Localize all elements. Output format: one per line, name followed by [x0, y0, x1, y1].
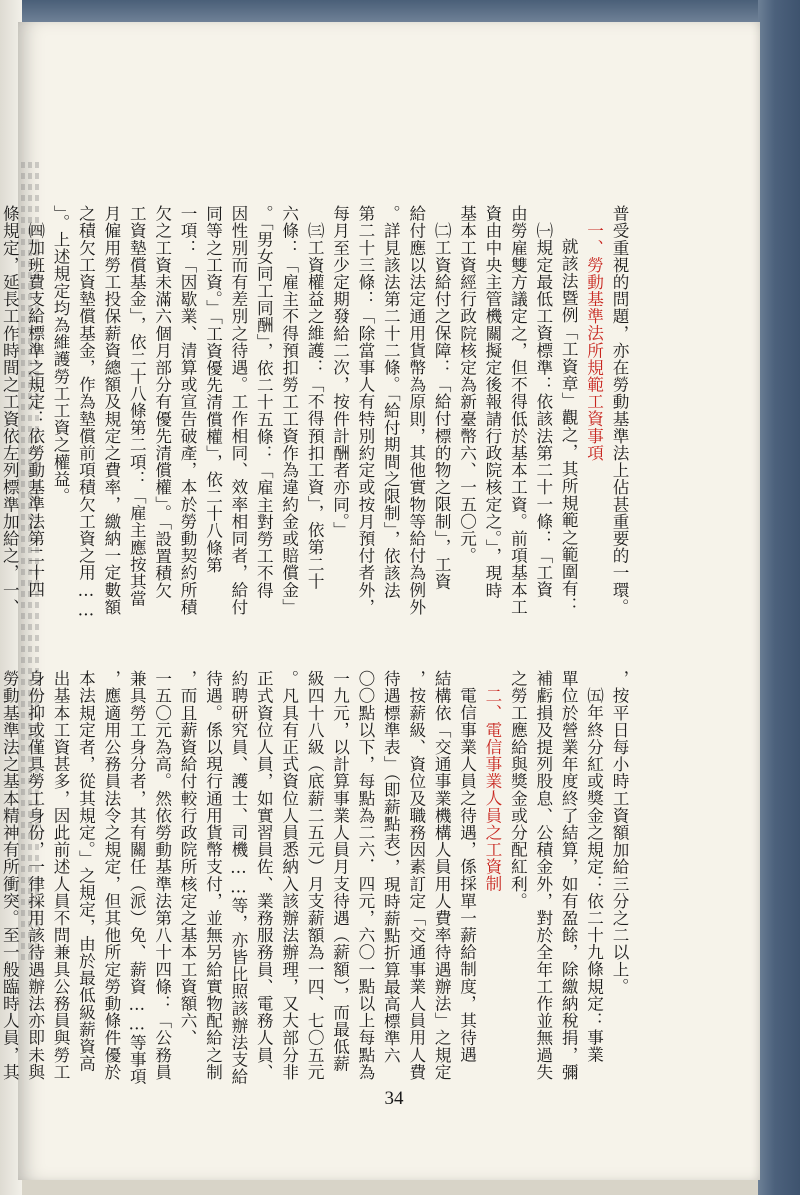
text-line: 」。上述規定均為維護勞工工資之權益。 — [51, 205, 71, 505]
lower-text-block — [0, 670, 632, 1086]
text-line: 一九元，以計算事業人員月支待遇（薪額），而最低薪 — [330, 670, 350, 1073]
text-line: 。凡具有正式資位人員悉納入該辦法辦理，又大部分非 — [279, 670, 299, 1081]
text-line: ㈤年終分紅或獎金之規定：依二十九條規定：事業 — [584, 686, 604, 1063]
text-line: 之積欠工資墊償基金，作為墊償前項積欠工資之用…… — [76, 205, 96, 621]
text-line: 工資墊償基金」，依二十八條第二項：「雇主應按其當 — [127, 205, 147, 608]
text-line: ㈡工資給付之保障：「給付標的物之限制」，工資 — [432, 221, 452, 590]
text-line: ，按平日每小時工資額加給三分之二以上。 — [610, 670, 629, 995]
text-line: 結構依「交通事業機構人員用人費率待遇辦法」之規定 — [432, 670, 452, 1081]
text-line: 基本工資經行政院核定為新臺幣六、一五〇元。 — [457, 205, 477, 565]
text-line: 每月至少定期發給二次，按件計酬者亦同。」 — [330, 205, 350, 539]
text-line: 約聘研究員、護士、司機……等，亦皆比照該辦法支給 — [228, 670, 248, 1086]
text-line: 就該法暨例「工資章」觀之，其所規範之範圍有： — [559, 238, 579, 615]
text-line: 出基本工資甚多，因此前述人員不問兼具公務員與勞工 — [51, 670, 71, 1081]
text-line: 待遇標準表」（即薪點表），現時薪點折算最高標準六 — [381, 670, 401, 1064]
text-line: 級四十八級（底薪二五元）月支薪額為一四、七〇五元 — [305, 670, 325, 1081]
text-line: 。「男女同工同酬」，依二十五條：「雇主對勞工不得 — [254, 205, 274, 599]
text-line: 六條：「雇主不得預扣勞工工資作為違約金或賠償金」 — [279, 205, 299, 616]
book-cover-right — [758, 0, 800, 1195]
text-line: ，應適用公務員法令之規定，但其他所定勞動條件優於 — [101, 670, 121, 1081]
text-line: ㈣加班費支給標準之規定：依勞動基準法第二十四 — [25, 221, 45, 598]
text-line: 兼具勞工身分者，其有關任（派）免、薪資……等事項 — [127, 670, 147, 1086]
text-line: 補虧損及提列股息、公積金外，對於全年工作並無過失 — [533, 670, 553, 1081]
page-number: 34 — [384, 1088, 404, 1109]
text-line: 勞動基準法之基本精神有所衝突。至一般臨時人員，其 — [0, 670, 20, 1081]
text-line: 同等之工資。」「工資優先清償權」，依二十八條第 — [203, 205, 223, 574]
book-page — [0, 22, 760, 1180]
text-line: 條規定，延長工作時間之工資依左列標準加給之，一、 — [0, 205, 20, 616]
text-line: 普受重視的問題，亦在勞動基準法上佔甚重要的一環。 — [610, 205, 629, 616]
text-line: 電信事業人員之待遇，係採單一薪給制度，其待遇 — [457, 686, 477, 1063]
text-line: 本法規定者，從其規定。」之規定，由於最低級薪資高 — [76, 670, 96, 1073]
text-line: 月僱用勞工投保薪資總額及規定之費率，繳納一定數額 — [101, 205, 121, 616]
text-line: ㈠規定最低工資標準：依該法第二十一條：「工資 — [533, 221, 553, 598]
section-heading-2: 二、電信事業人員之工資制 — [482, 686, 502, 892]
text-line: 正式資位人員，如實習員佐、業務服務員、電務人員、 — [254, 670, 274, 1081]
text-line: 因性別而有差別之待遇。工作相同、效率相同者，給付 — [228, 205, 248, 616]
text-line: 欠之工資未滿六個月部分有優先清償權」。「設置積欠 — [152, 205, 172, 599]
text-line: ，而且薪資給付較行政院所核定之基本工資額六、 — [178, 670, 198, 1047]
text-line: 第二十三條：「除當事人有特別約定或按月預付者外， — [355, 205, 375, 616]
text-line: 一項：「因歇業、清算或宣告破產，本於勞動契約所積 — [178, 205, 198, 616]
text-line: 給付應以法定通用貨幣為原則，其他實物等給付為例外 — [406, 205, 426, 616]
text-line: 。詳見該法第二十二條。「給付期間之限制」，依該法 — [381, 205, 401, 599]
text-line: ，按薪級、資位及職務因素訂定「交通事業人員用人費 — [406, 670, 426, 1081]
text-line: 單位於營業年度終了結算，如有盈餘，除繳納稅捐，彌 — [559, 670, 579, 1081]
text-line: ㈢工資權益之維護：「不得預扣工資」，依第二十 — [305, 221, 325, 590]
text-line: 〇〇點以下，每點為二六．四元，六〇一點以上每點為 — [355, 670, 375, 1081]
section-heading-1: 一、勞動基準法所規範工資事項 — [584, 221, 604, 461]
text-line: 資由中央主管機關擬定後報請行政院核定之。」，現時 — [482, 205, 502, 599]
text-line: 身份抑或僅具勞工身份，一律採用該待遇辦法亦即未與 — [25, 670, 45, 1081]
text-line: 待遇。係以現行通用貨幣支付，並無另給實物配給之制 — [203, 670, 223, 1081]
text-line: 由勞雇雙方議定之，但不得低於基本工資。前項基本工 — [508, 205, 528, 616]
text-line: 一五〇元為高。然依勞動基準法第八十四條：「公務員 — [152, 670, 172, 1081]
upper-text-block — [0, 205, 632, 635]
text-line: 之勞工應給與獎金或分配紅利。 — [508, 670, 528, 910]
